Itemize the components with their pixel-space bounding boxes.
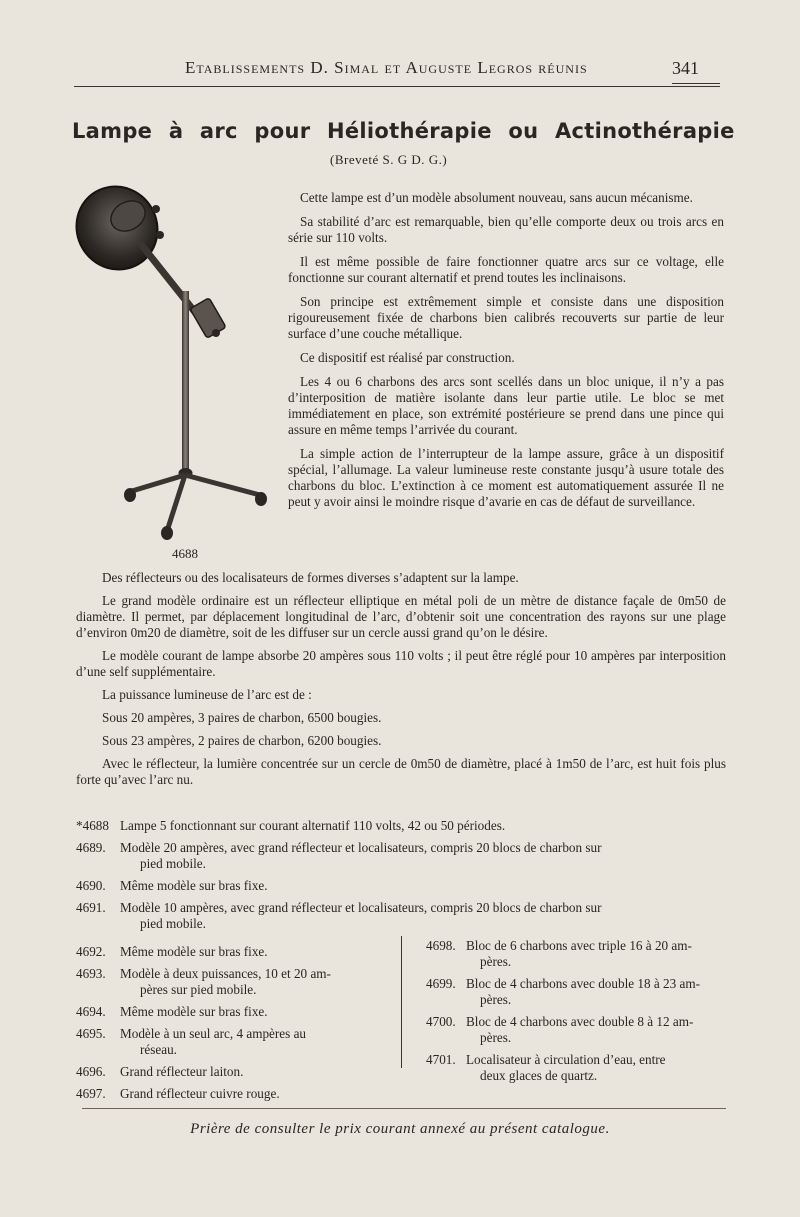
- intro-paragraph: Ce dispositif est réalisé par construction.: [300, 350, 515, 365]
- item-line: Modèle 10 ampères, avec grand réflecteur et localisateurs, compris 20 blocs de charbon sur: [120, 900, 602, 915]
- body-paragraph: Sous 23 ampères, 2 paires de charbon, 6200 bougies.: [102, 733, 382, 748]
- item-description: [466, 938, 726, 970]
- body-paragraph: Avec le réflecteur, la lumière concentrée sur un cercle de 0m50 de diamètre, placé à 1m50 de l’arc, est huit fois plus forte qu’avec l’arc nu.: [76, 756, 726, 787]
- catalogue-item: [76, 966, 392, 998]
- catalogue-item: [426, 1052, 726, 1084]
- item-line: pied mobile.: [140, 916, 206, 931]
- body-paragraph: Le grand modèle ordinaire est un réflecteur elliptique en métal poli de un mètre de distance façale de 0m50 de diamètre. Il permet, par déplacement longitudinal de l’arc, d’obtenir soit une concentration des rayons sur une plage d’environ 0m20 de diamètre, soit de les diffuser sur un cercle aussi grand qu’on le désire.: [76, 593, 726, 640]
- item-description: [466, 976, 726, 1008]
- catalogue-right-column: [426, 938, 726, 1090]
- catalogue-item: [426, 976, 726, 1008]
- item-line: pères.: [480, 992, 512, 1007]
- catalogue-list: [76, 818, 726, 938]
- item-number: 4690.: [76, 878, 106, 893]
- catalogue-item: [76, 840, 726, 872]
- page-number: 341: [672, 58, 699, 78]
- item-number: 4697.: [76, 1086, 106, 1101]
- item-line: Bloc de 6 charbons avec triple 16 à 20 am-: [466, 938, 692, 953]
- catalogue-item: [76, 944, 392, 960]
- item-line: deux glaces de quartz.: [480, 1068, 598, 1083]
- catalogue-item: [76, 1026, 392, 1058]
- item-description: [120, 944, 392, 960]
- item-line: Lampe 5 fonctionnant sur courant alternatif 110 volts, 42 ou 50 périodes.: [120, 818, 506, 833]
- item-line: Même modèle sur bras fixe.: [120, 944, 268, 959]
- item-description: [120, 1086, 392, 1102]
- intro-paragraph: Cette lampe est d’un modèle absolument nouveau, sans aucun mécanisme.: [300, 190, 693, 205]
- item-number: 4701.: [426, 1052, 456, 1067]
- item-description: [120, 1064, 392, 1080]
- item-line: Modèle 20 ampères, avec grand réflecteur et localisateurs, compris 20 blocs de charbon sur: [120, 840, 602, 855]
- item-number: 4689.: [76, 840, 106, 855]
- catalogue-item: [76, 818, 726, 834]
- item-line: Modèle à un seul arc, 4 ampères au: [120, 1026, 307, 1041]
- intro-paragraph: Sa stabilité d’arc est remarquable, bien qu’elle comporte deux ou trois arcs en série sur 110 volts.: [288, 214, 724, 245]
- catalogue-item: [426, 1014, 726, 1046]
- item-number: 4695.: [76, 1026, 106, 1041]
- intro-paragraph: Les 4 ou 6 charbons des arcs sont scellés dans un bloc unique, il n’y a pas d’interposition de matière isolante dans leur partie utile. Le bloc se met immédiatement en place, son extrémité postérieure se prend dans une pince qui assure en même temps l’arrivée du courant.: [288, 374, 724, 437]
- item-number: 4692.: [76, 944, 106, 959]
- intro-paragraph: Son principe est extrêmement simple et consiste dans une disposition rigoureusement fixée de charbons bien calibrés recouverts sur partie de leur surface d’une couche métallique.: [288, 294, 724, 341]
- item-line: Grand réflecteur laiton.: [120, 1064, 244, 1079]
- item-line: pères.: [480, 1030, 512, 1045]
- page-number-rule: [672, 83, 720, 84]
- catalogue-item: [426, 938, 726, 970]
- intro-paragraph: La simple action de l’interrupteur de la lampe assure, grâce à un dispositif spécial, l’allumage. La valeur lumineuse reste constante jusqu’à usure totale des charbons du bloc. L’extinction à ce moment est automatiquement assurée Il ne peut y avoir ainsi le moindre risque d’avarie en cas de défaut de surveillance.: [288, 446, 724, 509]
- item-number: 4699.: [426, 976, 456, 991]
- item-number: 4696.: [76, 1064, 106, 1079]
- footer-note: Prière de consulter le prix courant annexé au présent catalogue.: [190, 1121, 610, 1137]
- body-text: [76, 570, 726, 795]
- column-divider: [401, 936, 402, 1068]
- catalogue-left-column: [76, 944, 392, 1108]
- item-description: [466, 1052, 726, 1084]
- item-number: 4700.: [426, 1014, 456, 1029]
- item-description: [120, 840, 726, 872]
- catalogue-item: [76, 1004, 392, 1020]
- item-description: [466, 1014, 726, 1046]
- figure-number: 4688: [172, 546, 198, 561]
- item-line: pères sur pied mobile.: [140, 982, 257, 997]
- item-line: réseau.: [140, 1042, 177, 1057]
- catalogue-item: [76, 900, 726, 932]
- item-line: Bloc de 4 charbons avec double 8 à 12 am-: [466, 1014, 694, 1029]
- item-line: Grand réflecteur cuivre rouge.: [120, 1086, 280, 1101]
- body-paragraph: Des réflecteurs ou des localisateurs de formes diverses s’adaptent sur la lampe.: [102, 570, 519, 585]
- item-description: [120, 1004, 392, 1020]
- intro-paragraph: Il est même possible de faire fonctionner quatre arcs sur ce voltage, elle fonctionne sur courant alternatif et prend toutes les inclinaisons.: [288, 254, 724, 285]
- item-description: [120, 878, 726, 894]
- item-line: Modèle à deux puissances, 10 et 20 am-: [120, 966, 331, 981]
- intro-text: [288, 190, 724, 518]
- item-number: 4691.: [76, 900, 106, 915]
- item-line: Localisateur à circulation d’eau, entre: [466, 1052, 666, 1067]
- item-line: Bloc de 4 charbons avec double 18 à 23 am-: [466, 976, 701, 991]
- item-number: 4698.: [426, 938, 456, 953]
- catalogue-item: [76, 1064, 392, 1080]
- item-description: [120, 966, 392, 998]
- header-rule: [74, 86, 720, 87]
- item-number: 4694.: [76, 1004, 106, 1019]
- catalogue-item: [76, 1086, 392, 1102]
- item-description: [120, 900, 726, 932]
- body-paragraph: La puissance lumineuse de l’arc est de :: [102, 687, 312, 702]
- footer-rule: [82, 1108, 726, 1109]
- body-paragraph: Le modèle courant de lampe absorbe 20 ampères sous 110 volts ; il peut être réglé pour 10 ampères par interposition d’une self supplémentaire.: [76, 648, 726, 679]
- item-number: *4688: [76, 818, 109, 833]
- arc-lamp-illustration: [70, 183, 270, 548]
- catalogue-item: [76, 878, 726, 894]
- item-line: Même modèle sur bras fixe.: [120, 878, 268, 893]
- item-description: [120, 818, 726, 834]
- patent-note: (Breveté S. G D. G.): [330, 152, 448, 167]
- body-paragraph: Sous 20 ampères, 3 paires de charbon, 6500 bougies.: [102, 710, 382, 725]
- item-line: pied mobile.: [140, 856, 206, 871]
- running-head: Etablissements D. Simal et Auguste Legros réunis: [185, 58, 588, 77]
- item-description: [120, 1026, 392, 1058]
- page-title: Lampe à arc pour Héliothérapie ou Actinothérapie: [72, 119, 735, 143]
- item-line: pères.: [480, 954, 512, 969]
- item-number: 4693.: [76, 966, 106, 981]
- item-line: Même modèle sur bras fixe.: [120, 1004, 268, 1019]
